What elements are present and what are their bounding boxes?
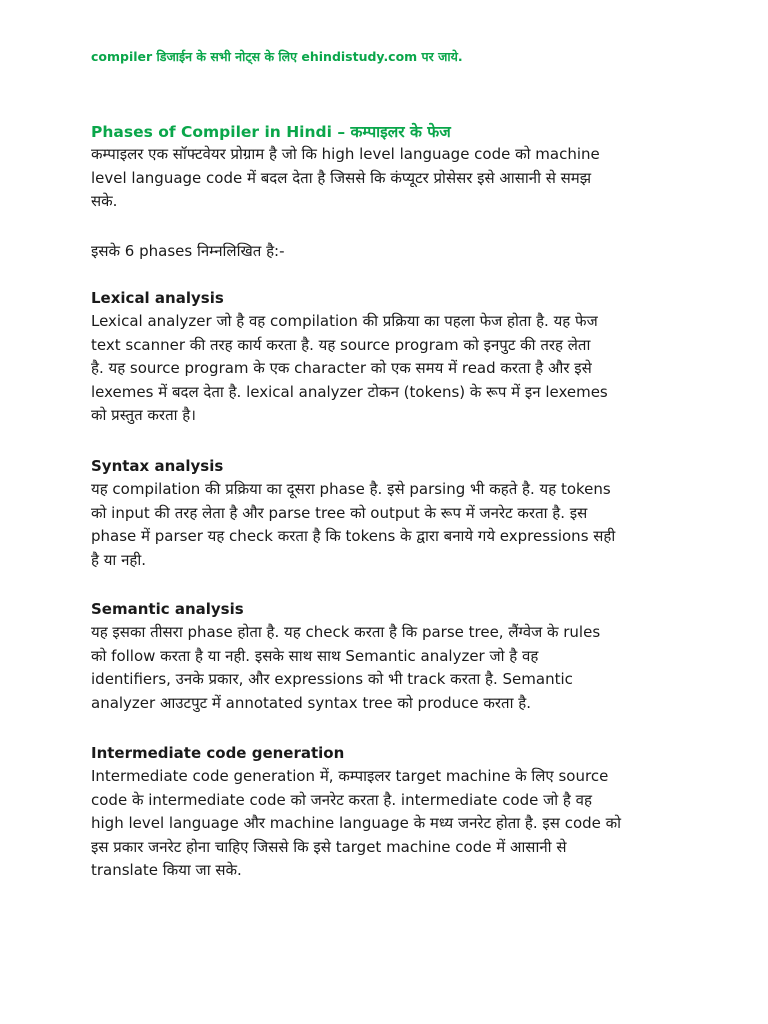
section-line: translate किया जा सके.: [91, 861, 242, 880]
section-heading: Lexical analysis: [91, 289, 224, 307]
section-line: है या नही.: [91, 550, 147, 569]
section-body: [91, 478, 691, 572]
intro-line: सके.: [91, 192, 118, 211]
section-line: code के intermediate code को जनरेट करता है. intermediate code जो है वह: [91, 790, 592, 809]
section-line: phase में parser यह check करता है कि tokens के द्वारा बनाये गये expressions सही: [91, 527, 616, 546]
intro-line: कम्पाइलर एक सॉफ्टवेयर प्रोग्राम है जो कि high level language code को machine: [91, 145, 600, 163]
section-semantic-analysis: [91, 597, 691, 715]
section-line: Lexical analyzer जो है वह compilation की प्रक्रिया का पहला फेज होता है. यह फेज: [91, 312, 598, 330]
section-line: को प्रस्तुत करता है।: [91, 406, 196, 425]
section-line: है. यह source program के एक character को एक समय में read करता है और इसे: [91, 359, 592, 378]
section-line: को follow करता है या नही. इसके साथ साथ Semantic analyzer जो है वह: [91, 646, 539, 665]
section-line: को input की तरह लेता है और parse tree को output के रूप में जनरेट करता है. इस: [91, 503, 588, 522]
section-syntax-analysis: [91, 454, 691, 572]
section-line: इस प्रकार जनरेट होना चाहिए जिससे कि इसे target machine code में आसानी से: [91, 837, 567, 856]
intro-line: level language code में बदल देता है जिससे कि कंप्यूटर प्रोसेसर इसे आसानी से समझ: [91, 168, 592, 187]
site-banner: compiler डिजाईन के सभी नोट्स के लिए ehindistudy.com पर जाये.: [91, 49, 463, 64]
section-line: analyzer आउटपुट में annotated syntax tree को produce करता है.: [91, 693, 531, 712]
section-line: lexemes में बदल देता है. lexical analyzer टोकन (tokens) के रूप में इन lexemes: [91, 382, 608, 401]
phases-intro-text: इसके 6 phases निम्नलिखित है:-: [91, 242, 285, 260]
section-heading: Syntax analysis: [91, 457, 224, 475]
section-line: यह compilation की प्रक्रिया का दूसरा phase है. इसे parsing भी कहते है. यह tokens: [91, 480, 611, 498]
section-line: यह इसका तीसरा phase होता है. यह check करता है कि parse tree, लैंग्वेज के rules: [91, 623, 601, 641]
section-body: [91, 310, 691, 428]
section-line: Intermediate code generation में, कम्पाइलर target machine के लिए source: [91, 767, 609, 785]
intro-paragraph: [91, 143, 691, 214]
section-line: identifiers, उनके प्रकार, और expressions को भी track करता है. Semantic: [91, 670, 573, 689]
section-lexical-analysis: [91, 286, 691, 428]
phases-intro: [91, 240, 691, 264]
section-body: [91, 765, 691, 883]
page-title: Phases of Compiler in Hindi – कम्पाइलर के फेज: [91, 123, 451, 141]
section-heading: Intermediate code generation: [91, 744, 345, 762]
section-intermediate-code-generation: [91, 741, 691, 883]
section-line: high level language और machine language के मध्य जनरेट होता है. इस code को: [91, 814, 622, 833]
section-heading: Semantic analysis: [91, 600, 244, 618]
section-line: text scanner की तरह कार्य करता है. यह source program को इनपुट की तरह लेता: [91, 335, 591, 354]
section-body: [91, 621, 691, 715]
